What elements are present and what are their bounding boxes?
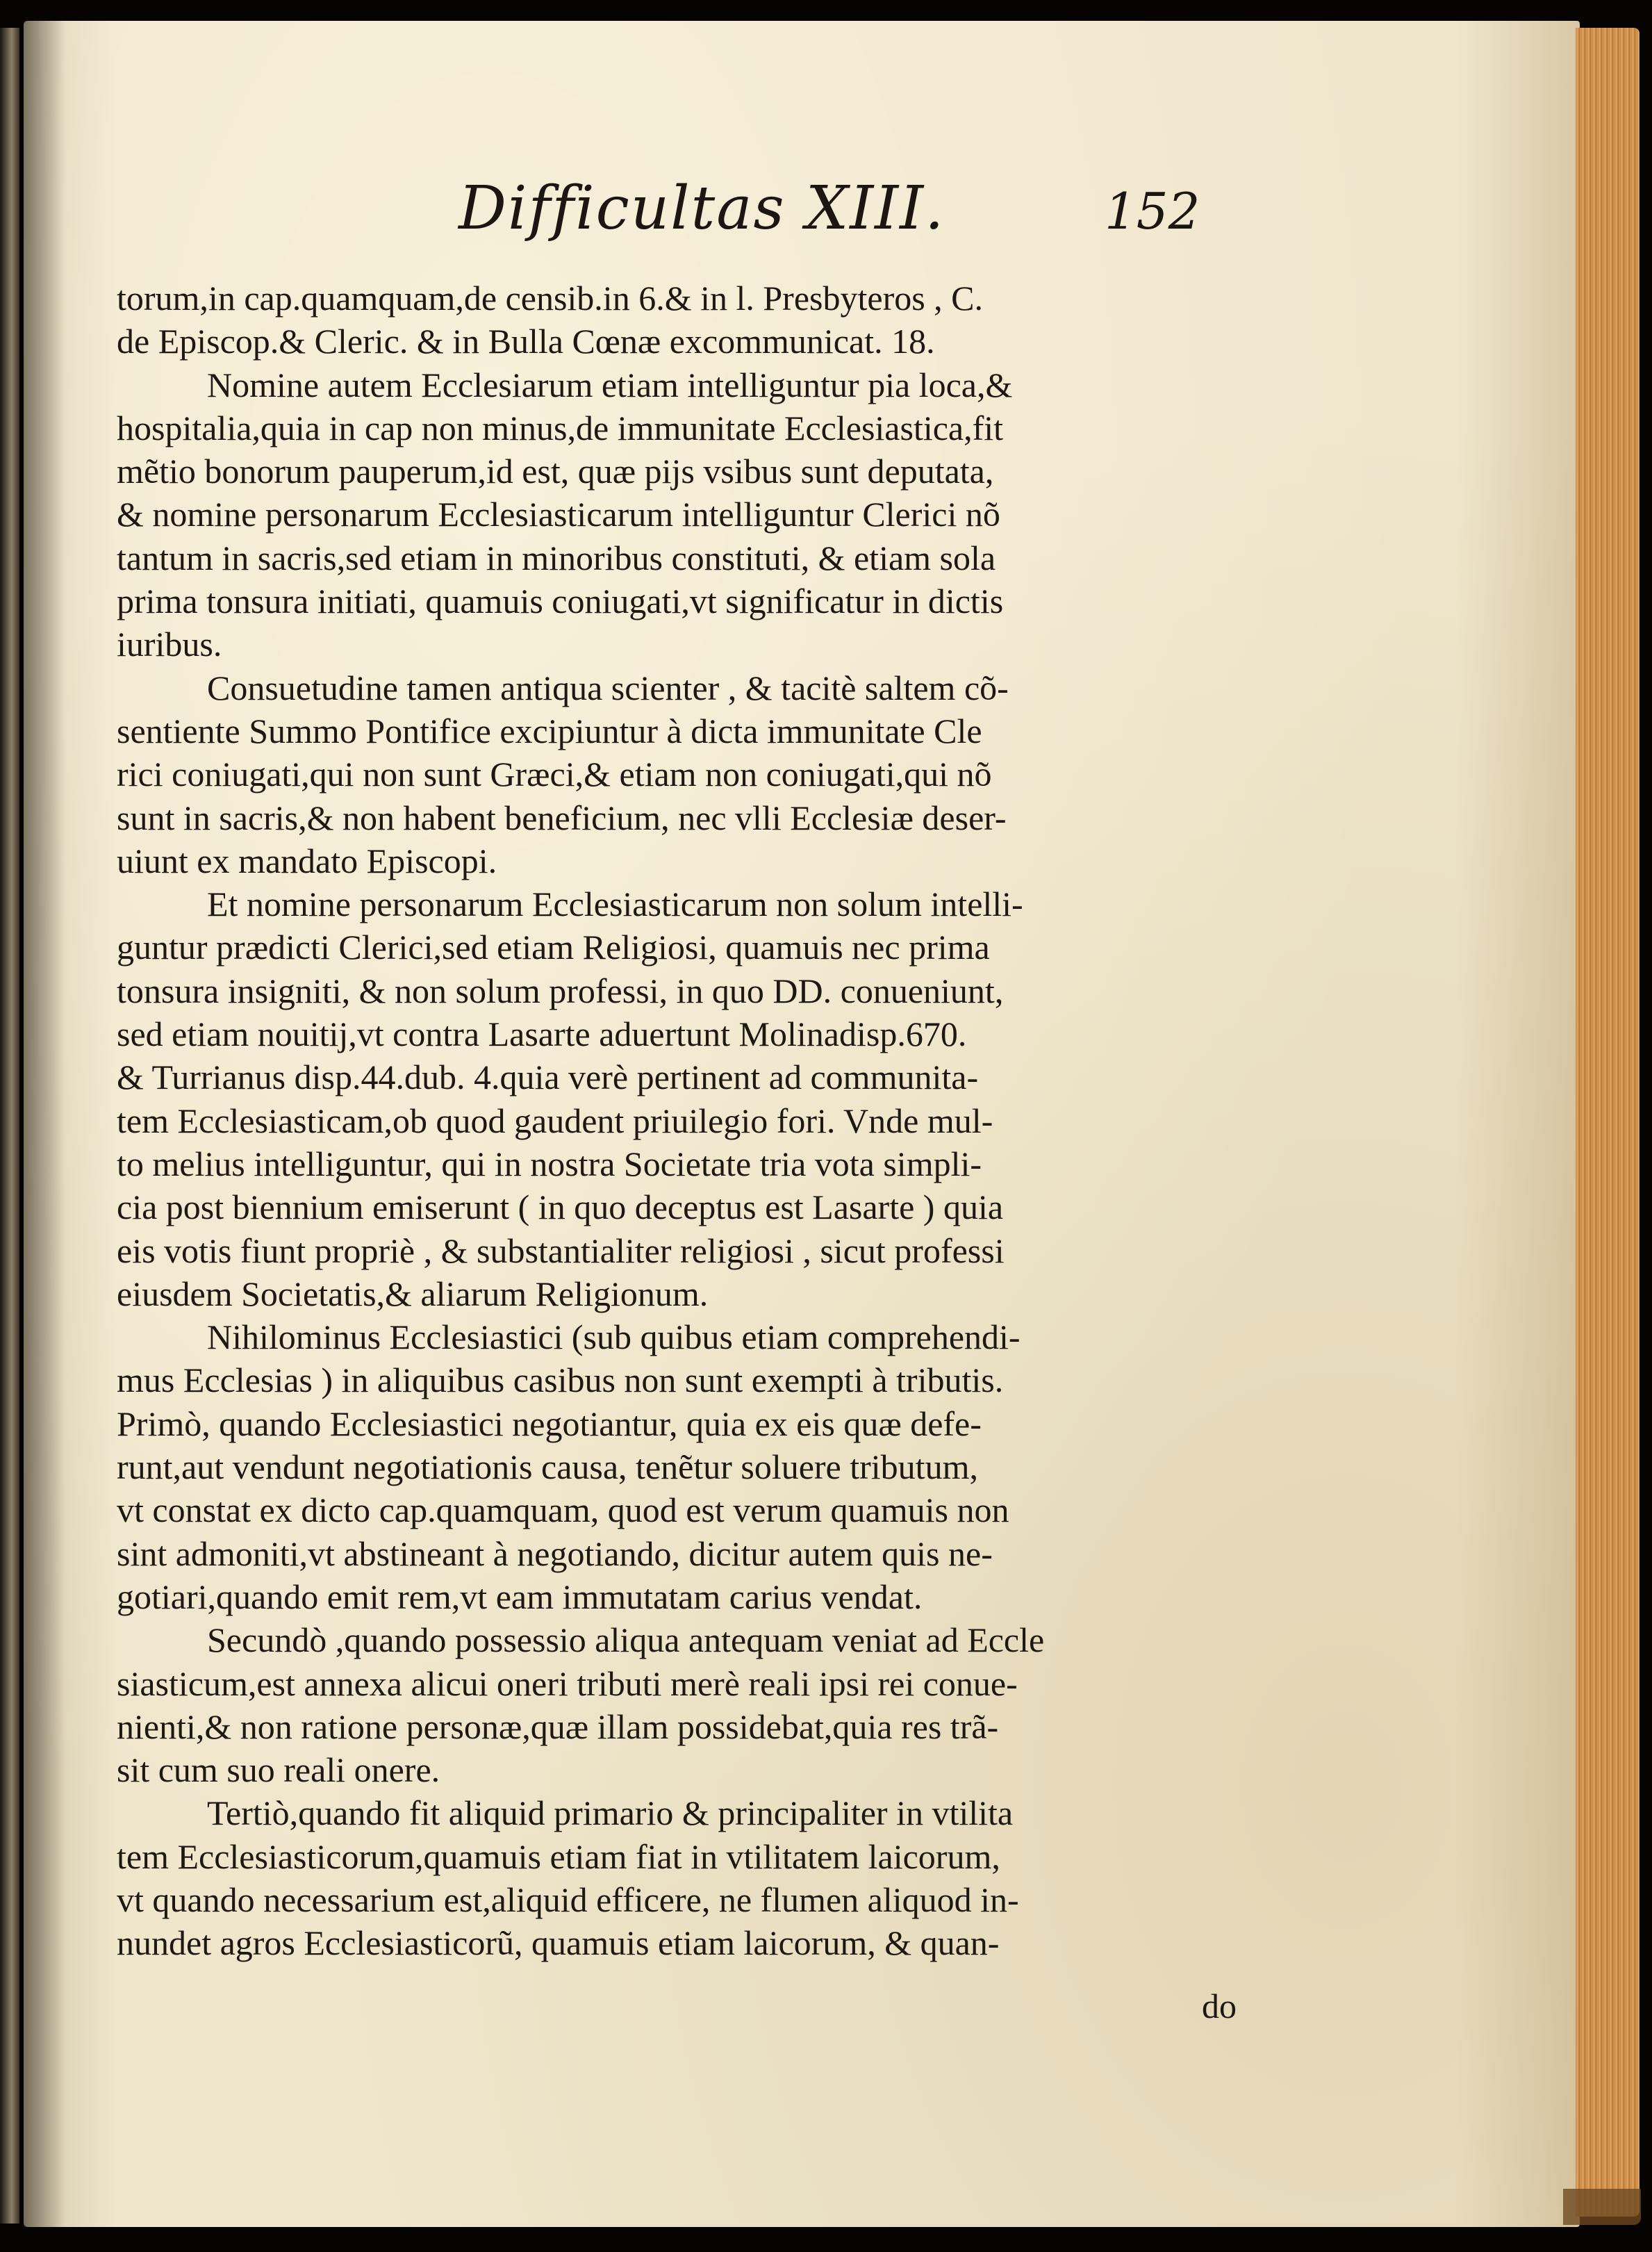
text-line: uiunt ex mandato Episcopi.: [117, 841, 497, 880]
text-line: Tertiò,quando fit aliquid primario & principaliter in vtilita: [207, 1793, 1014, 1833]
text-line: tantum in sacris,sed etiam in minoribus constituti, & etiam sola: [117, 538, 996, 577]
text-line: mẽtio bonorum pauperum,id est, quæ pijs vsibus sunt deputata,: [117, 452, 994, 491]
book-cover-corner: [1563, 2189, 1641, 2225]
text-line: tem Ecclesiasticorum,quamuis etiam fiat in vtilitatem laicorum,: [117, 1836, 1000, 1876]
text-line: vt constat ex dicto cap.quamquam, quod est verum quamuis non: [117, 1490, 1009, 1530]
text-line: gotiari,quando emit rem,vt eam immutatam carius vendat.: [117, 1577, 923, 1616]
text-line: Consuetudine tamen antiqua scienter , & tacitè saltem cõ-: [207, 668, 1009, 707]
text-line: eis votis fiunt propriè , & substantialiter religiosi , sicut professi: [117, 1231, 1005, 1270]
text-line: nundet agros Ecclesiasticorũ, quamuis etiam laicorum, & quan-: [117, 1923, 1000, 1963]
text-line: sint admoniti,vt abstineant à negotiando, dicitur autem quis ne-: [117, 1534, 993, 1573]
text-line: & nomine personarum Ecclesiasticarum intelliguntur Clerici nõ: [117, 495, 1000, 534]
catchword: do: [1202, 1987, 1237, 2025]
text-line: sentiente Summo Pontifice excipiuntur à dicta immunitate Cle: [117, 711, 982, 750]
text-line: guntur prædicti Clerici,sed etiam Religiosi, quamuis nec prima: [117, 928, 990, 967]
text-line: runt,aut vendunt negotiationis causa, tenẽtur soluere tributum,: [117, 1447, 978, 1487]
running-head: Difficultas XIII.: [459, 174, 945, 243]
text-line: de Episcop.& Cleric. & in Bulla Cœnæ excommunicat. 18.: [117, 322, 935, 361]
page-fore-edge: [1576, 28, 1639, 2217]
previous-page-edge: [0, 28, 19, 2224]
text-line: Primò, quando Ecclesiastici negotiantur, quia ex eis quæ defe-: [117, 1404, 982, 1443]
text-line: tem Ecclesiasticam,ob quod gaudent priuilegio fori. Vnde mul-: [117, 1101, 993, 1140]
text-line: sit cum suo reali onere.: [117, 1750, 440, 1790]
text-line: tonsura insigniti, & non solum professi, in quo DD. conueniunt,: [117, 971, 1004, 1010]
text-line: Et nomine personarum Ecclesiasticarum non solum intelli-: [207, 885, 1023, 924]
text-line: rici coniugati,qui non sunt Græci,& etiam non coniugati,qui nõ: [117, 755, 992, 794]
text-line: hospitalia,quia in cap non minus,de immunitate Ecclesiastica,fit: [117, 408, 1004, 447]
text-line: Nomine autem Ecclesiarum etiam intelliguntur pia loca,&: [207, 365, 1013, 404]
text-line: vt quando necessarium est,aliquid efficere, ne flumen aliquod in-: [117, 1880, 1019, 1919]
body-text: [117, 277, 1263, 1965]
page-number: 152: [1105, 182, 1200, 240]
text-line: sunt in sacris,& non habent beneficium, nec vlli Ecclesiæ deser-: [117, 798, 1007, 837]
text-line: siasticum,est annexa alicui oneri tributi merè reali ipsi rei conue-: [117, 1663, 1018, 1703]
text-line: cia post biennium emiserunt ( in quo deceptus est Lasarte ) quia: [117, 1187, 1004, 1227]
text-line: Nihilominus Ecclesiastici (sub quibus etiam comprehendi-: [207, 1317, 1021, 1357]
text-line: prima tonsura initiati, quamuis coniugati,vt significatur in dictis: [117, 582, 1004, 621]
gutter-shadow: [24, 21, 65, 2227]
text-line: sed etiam nouitij,vt contra Lasarte aduertunt Molinadisp.670.: [117, 1014, 967, 1054]
text-line: nienti,& non ratione personæ,quæ illam possidebat,quia res trã-: [117, 1707, 999, 1746]
text-line: iuribus.: [117, 625, 222, 664]
text-line: torum,in cap.quamquam,de censib.in 6.& in l. Presbyteros , C.: [117, 279, 984, 318]
text-line: eiusdem Societatis,& aliarum Religionum.: [117, 1274, 709, 1313]
text-line: mus Ecclesias ) in aliquibus casibus non sunt exempti à tributis.: [117, 1361, 1004, 1400]
text-line: to melius intelliguntur, qui in nostra Societate tria vota simpli-: [117, 1144, 982, 1183]
text-line: & Turrianus disp.44.dub. 4.quia verè pertinent ad communita-: [117, 1058, 979, 1097]
text-line: Secundò ,quando possessio aliqua antequam veniat ad Eccle: [207, 1620, 1045, 1660]
